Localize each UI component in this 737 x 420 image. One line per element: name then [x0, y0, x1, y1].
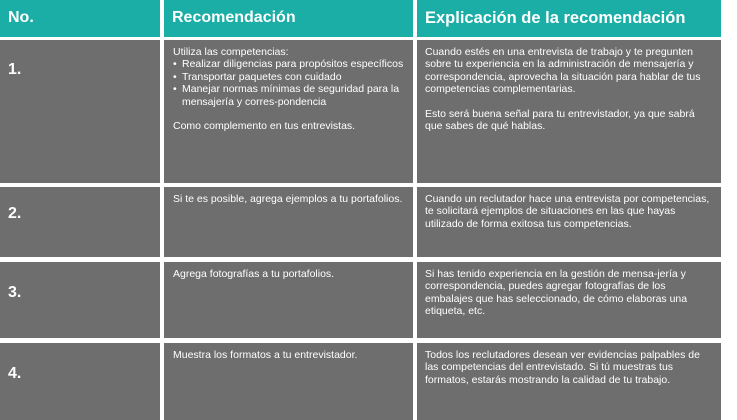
row-number-cell	[0, 40, 160, 183]
table-row	[0, 187, 737, 257]
header-recommendation: Recomendación	[164, 0, 413, 37]
row-number-cell	[0, 343, 160, 420]
row-number: 3.	[8, 284, 22, 301]
table-header	[0, 0, 737, 37]
explanation-paragraph: Esto será buena señal para tu entrevistador, ya que sabrá que sabes de qué hablas.	[425, 107, 695, 133]
recommendation-outro: Como complemento en tus entrevistas.	[173, 120, 356, 133]
explanation-paragraph: Cuando estés en una entrevista de trabajo y te pregunten sobre tu experiencia en la administración de mensajería y correspondencia, aprovecha la situación para hablar de tus competencias complementarias.	[425, 46, 701, 96]
row-number-cell	[0, 262, 160, 338]
recommendation-cell	[164, 40, 413, 183]
list-item: • Manejar normas mínimas de seguridad para la mensajería y corres-pondencia	[173, 83, 400, 108]
bullet-icon: •	[173, 70, 177, 83]
recommendation-cell: Muestra los formatos a tu entrevistador.	[164, 343, 413, 420]
table-row	[0, 343, 737, 420]
explanation-cell	[417, 40, 721, 183]
header-no: No.	[0, 0, 160, 37]
explanation-cell: Todos los reclutadores desean ver evidencias palpables de las competencias del entrevistado. Si tú muestras tus formatos, estarás mostrando la calidad de tu trabajo.	[417, 343, 721, 420]
header-explanation: Explicación de la recomendación	[417, 0, 721, 37]
recommendation-cell: Si te es posible, agrega ejemplos a tu portafolios.	[164, 187, 413, 257]
table-row	[0, 40, 737, 183]
recommendation-intro: Utiliza las competencias:	[173, 46, 289, 58]
row-number: 1.	[8, 61, 22, 78]
list-item: • Realizar diligencias para propósitos específicos	[173, 58, 404, 71]
row-number: 2.	[8, 205, 22, 222]
row-number: 4.	[8, 365, 22, 382]
list-item: • Transportar paquetes con cuidado	[173, 70, 342, 83]
recommendation-cell: Agrega fotografías a tu portafolios.	[164, 262, 413, 338]
table-row	[0, 262, 737, 338]
row-number-cell	[0, 187, 160, 257]
explanation-cell: Cuando un reclutador hace una entrevista por competencias, te solicitará ejemplos de situaciones en las que hayas utilizado de forma exitosa tus competencias.	[417, 187, 721, 257]
bullet-icon: •	[173, 83, 177, 96]
competency-list	[173, 58, 405, 108]
bullet-icon: •	[173, 58, 177, 71]
explanation-cell: Si has tenido experiencia en la gestión de mensa-jería y correspondencia, puedes agregar fotografías de los embalajes que has seleccionado, de cómo elaboras una etiqueta, etc.	[417, 262, 721, 338]
